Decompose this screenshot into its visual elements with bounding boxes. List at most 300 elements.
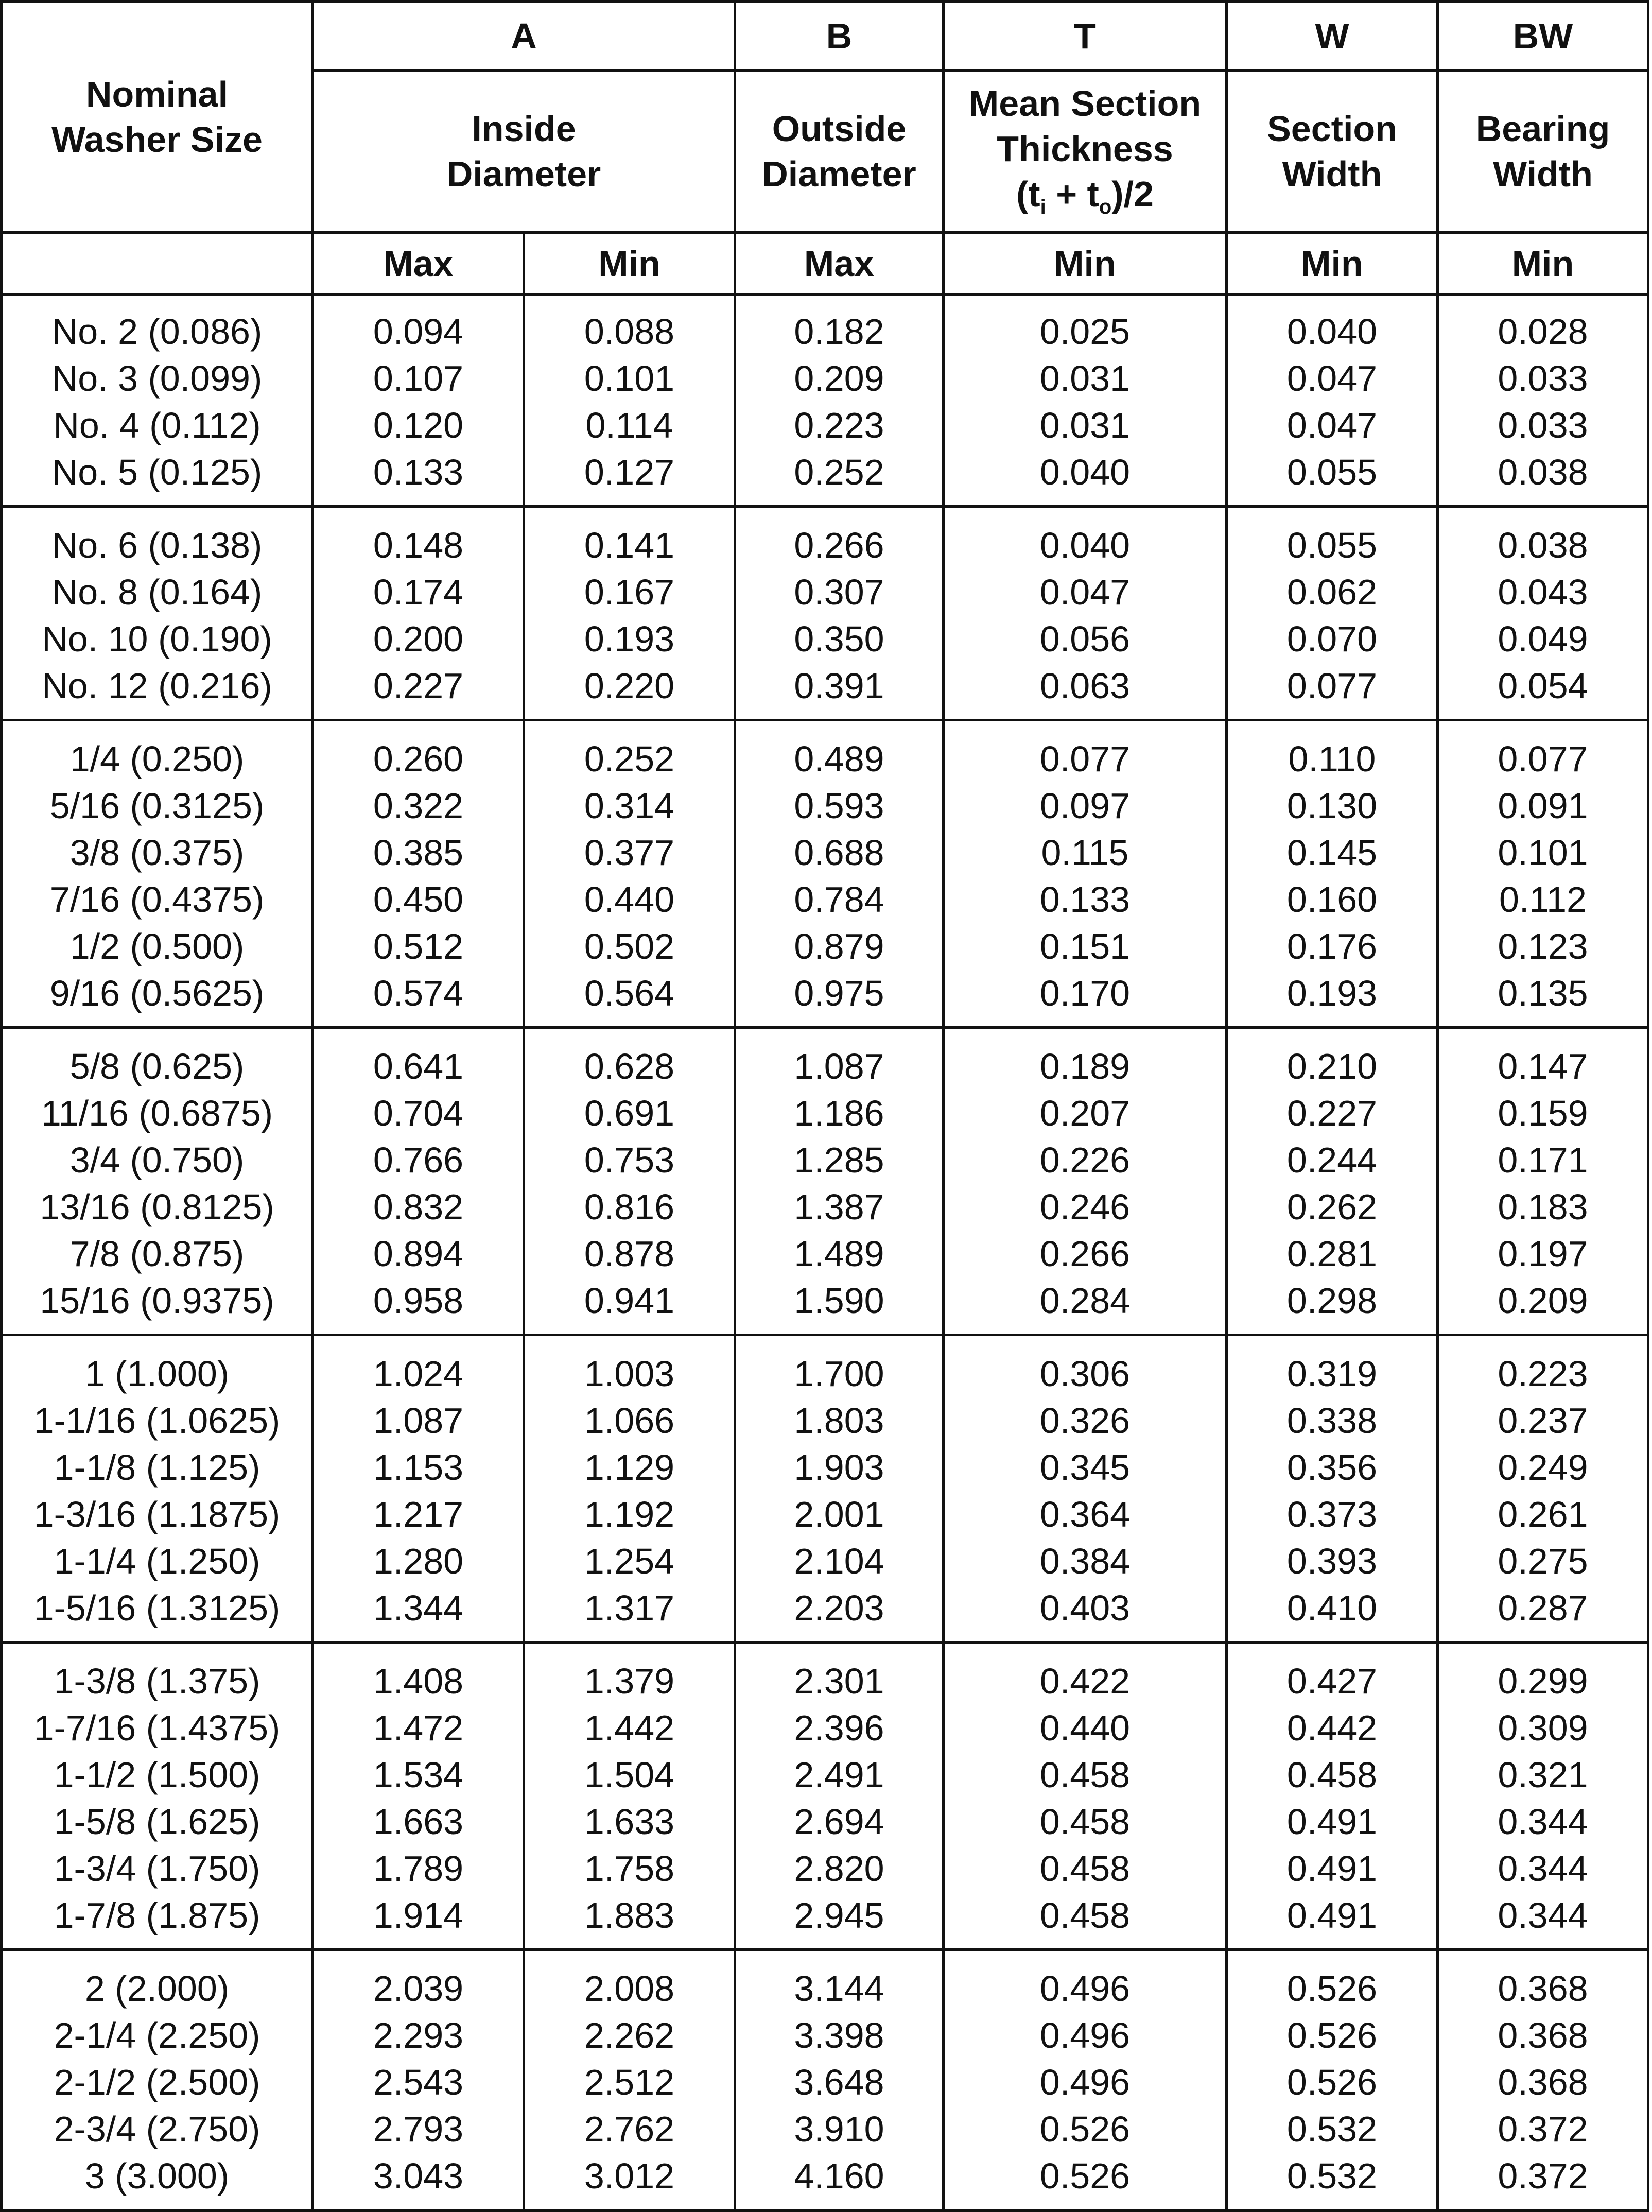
cell-outside-dia-max: 2.203 <box>794 1588 884 1628</box>
cell-inside-dia-max: 1.472 <box>373 1708 464 1748</box>
cell-inside-dia-max: 2.039 <box>373 1968 464 2009</box>
cell-bearing-width-min: 0.112 <box>1499 879 1587 920</box>
cell-bearing-width-min: 0.344 <box>1498 1895 1588 1936</box>
cell-section-width-min: 0.526 <box>1286 2062 1378 2102</box>
cell-inside-dia-max: 1.789 <box>373 1848 464 1889</box>
cell-nominal-size: 11/16 (0.6875) <box>41 1093 273 1133</box>
cell-inside-dia-max: 0.641 <box>373 1046 464 1086</box>
cell-inside-dia-min: 2.262 <box>584 2015 675 2055</box>
cell-bearing-width-min: 0.147 <box>1498 1046 1588 1086</box>
header-limit-a-min: Min <box>524 233 735 295</box>
cell-bearing-width-min: 0.038 <box>1498 452 1588 492</box>
cell-nominal-size: 2-1/2 (2.500) <box>54 2062 260 2102</box>
cell-mean-thickness-min: 0.384 <box>1039 1541 1131 1581</box>
cell-section-width-min: 0.532 <box>1286 2109 1378 2149</box>
cell-nominal-size: 2-1/4 (2.250) <box>54 2015 260 2055</box>
header-limit-blank <box>2 233 313 295</box>
cell-outside-dia-max: 1.590 <box>794 1281 884 1321</box>
cell-inside-dia-max: 0.227 <box>373 666 464 706</box>
size-group <box>2 1335 1648 1643</box>
column-inside-dia-min <box>524 1950 735 2211</box>
cell-bearing-width-min: 0.321 <box>1498 1755 1588 1795</box>
cell-inside-dia-min: 0.816 <box>584 1187 675 1227</box>
column-inside-dia-min <box>524 507 735 720</box>
cell-bearing-width-min: 0.033 <box>1498 358 1588 399</box>
cell-section-width-min: 0.491 <box>1286 1802 1378 1842</box>
cell-section-width-min: 0.062 <box>1286 572 1378 612</box>
column-outside-dia-max <box>735 1335 944 1643</box>
cell-outside-dia-max: 0.688 <box>794 833 884 873</box>
column-nominal-size <box>2 720 313 1028</box>
column-mean-thickness-min <box>944 295 1227 507</box>
cell-nominal-size: 1-7/16 (1.4375) <box>33 1708 281 1748</box>
column-inside-dia-max <box>313 295 524 507</box>
cell-outside-dia-max: 3.648 <box>794 2062 884 2102</box>
cell-mean-thickness-min: 0.266 <box>1039 1234 1131 1274</box>
cell-outside-dia-max: 0.593 <box>794 786 884 826</box>
cell-mean-thickness-min: 0.326 <box>1039 1401 1131 1441</box>
cell-inside-dia-min: 2.512 <box>584 2062 675 2102</box>
header-letter-w: W <box>1227 2 1438 71</box>
size-group-row <box>2 720 1648 1028</box>
cell-mean-thickness-min: 0.170 <box>1039 973 1131 1013</box>
column-section-width-min <box>1227 507 1438 720</box>
cell-outside-dia-max: 1.186 <box>794 1093 884 1133</box>
header-limit-t-min: Min <box>944 233 1227 295</box>
cell-inside-dia-max: 0.107 <box>373 358 464 399</box>
cell-mean-thickness-min: 0.496 <box>1039 2062 1131 2102</box>
column-section-width-min <box>1227 1335 1438 1643</box>
cell-inside-dia-max: 0.450 <box>373 879 464 920</box>
cell-inside-dia-min: 0.141 <box>584 525 675 565</box>
header-nominal-washer-size <box>2 2 313 233</box>
cell-nominal-size: No. 5 (0.125) <box>51 452 263 492</box>
column-inside-dia-min <box>524 1643 735 1950</box>
bearing-line1: Bearing <box>1475 109 1610 149</box>
cell-nominal-size: 1-1/16 (1.0625) <box>33 1401 281 1441</box>
cell-inside-dia-max: 0.094 <box>373 312 464 352</box>
cell-mean-thickness-min: 0.306 <box>1039 1354 1131 1394</box>
cell-inside-dia-max: 0.512 <box>373 926 464 966</box>
cell-section-width-min: 0.427 <box>1286 1661 1378 1701</box>
size-group-row <box>2 1335 1648 1643</box>
cell-inside-dia-max: 0.574 <box>373 973 464 1013</box>
column-mean-thickness-min <box>944 1950 1227 2211</box>
cell-section-width-min: 0.393 <box>1286 1541 1378 1581</box>
cell-inside-dia-max: 0.322 <box>373 786 464 826</box>
mean-formula-sub-i: i <box>1040 195 1046 218</box>
size-group <box>2 1950 1648 2211</box>
column-mean-thickness-min <box>944 720 1227 1028</box>
header-letter-bw: BW <box>1438 2 1648 71</box>
cell-mean-thickness-min: 0.189 <box>1039 1046 1131 1086</box>
size-group <box>2 1643 1648 1950</box>
cell-nominal-size: 3/4 (0.750) <box>69 1140 245 1180</box>
cell-inside-dia-max: 0.958 <box>373 1281 464 1321</box>
cell-inside-dia-min: 0.088 <box>584 312 675 352</box>
cell-nominal-size: No. 12 (0.216) <box>42 666 272 706</box>
cell-outside-dia-max: 0.209 <box>794 358 884 399</box>
cell-nominal-size: 3 (3.000) <box>84 2156 230 2196</box>
inside-line1: Inside <box>472 109 576 149</box>
cell-outside-dia-max: 3.910 <box>794 2109 884 2149</box>
cell-outside-dia-max: 0.307 <box>794 572 884 612</box>
cell-inside-dia-min: 0.167 <box>584 572 675 612</box>
cell-mean-thickness-min: 0.040 <box>1039 525 1131 565</box>
cell-outside-dia-max: 1.489 <box>794 1234 884 1274</box>
cell-inside-dia-max: 0.894 <box>373 1234 464 1274</box>
column-inside-dia-min <box>524 720 735 1028</box>
mean-formula <box>1016 174 1154 218</box>
cell-inside-dia-min: 1.317 <box>584 1588 675 1628</box>
cell-section-width-min: 0.319 <box>1286 1354 1378 1394</box>
size-group <box>2 720 1648 1028</box>
cell-inside-dia-min: 0.691 <box>584 1093 675 1133</box>
cell-mean-thickness-min: 0.226 <box>1039 1140 1131 1180</box>
cell-nominal-size: 9/16 (0.5625) <box>49 973 265 1013</box>
cell-nominal-size: 7/8 (0.875) <box>69 1234 245 1274</box>
cell-bearing-width-min: 0.183 <box>1498 1187 1588 1227</box>
column-inside-dia-max <box>313 1028 524 1335</box>
cell-nominal-size: 3/8 (0.375) <box>69 833 245 873</box>
inside-line2: Diameter <box>446 154 601 194</box>
cell-inside-dia-min: 0.127 <box>584 452 675 492</box>
section-line2: Width <box>1282 154 1382 194</box>
cell-inside-dia-min: 1.254 <box>584 1541 675 1581</box>
cell-bearing-width-min: 0.372 <box>1498 2109 1588 2149</box>
cell-mean-thickness-min: 0.031 <box>1039 358 1131 399</box>
column-inside-dia-max <box>313 720 524 1028</box>
cell-bearing-width-min: 0.049 <box>1498 619 1588 659</box>
cell-section-width-min: 0.227 <box>1286 1093 1378 1133</box>
cell-outside-dia-max: 0.223 <box>794 405 884 445</box>
cell-nominal-size: 1-3/8 (1.375) <box>54 1661 260 1701</box>
cell-nominal-size: 1-3/4 (1.750) <box>54 1848 260 1889</box>
cell-bearing-width-min: 0.033 <box>1498 405 1588 445</box>
column-outside-dia-max <box>735 1028 944 1335</box>
cell-inside-dia-max: 1.408 <box>373 1661 464 1701</box>
column-outside-dia-max <box>735 295 944 507</box>
cell-nominal-size: No. 2 (0.086) <box>51 312 263 352</box>
cell-mean-thickness-min: 0.526 <box>1039 2109 1131 2149</box>
cell-outside-dia-max: 0.391 <box>794 666 884 706</box>
cell-inside-dia-max: 1.087 <box>373 1401 464 1441</box>
cell-mean-thickness-min: 0.526 <box>1039 2156 1131 2196</box>
cell-mean-thickness-min: 0.047 <box>1039 572 1131 612</box>
cell-outside-dia-max: 1.087 <box>794 1046 884 1086</box>
cell-inside-dia-max: 1.153 <box>373 1447 464 1488</box>
cell-inside-dia-min: 0.377 <box>584 833 675 873</box>
cell-inside-dia-max: 0.704 <box>373 1093 464 1133</box>
cell-outside-dia-max: 1.803 <box>794 1401 884 1441</box>
cell-mean-thickness-min: 0.422 <box>1039 1661 1131 1701</box>
header-row-limits <box>2 233 1648 295</box>
table-header <box>2 2 1648 295</box>
cell-section-width-min: 0.526 <box>1286 1968 1378 2009</box>
cell-mean-thickness-min: 0.440 <box>1039 1708 1131 1748</box>
column-outside-dia-max <box>735 1643 944 1950</box>
header-mean-section-thickness <box>944 71 1227 233</box>
cell-mean-thickness-min: 0.496 <box>1039 2015 1131 2055</box>
cell-section-width-min: 0.055 <box>1286 452 1378 492</box>
cell-inside-dia-max: 0.766 <box>373 1140 464 1180</box>
column-inside-dia-min <box>524 1028 735 1335</box>
mean-formula-sub-o: o <box>1099 195 1112 218</box>
cell-section-width-min: 0.356 <box>1286 1447 1378 1488</box>
cell-nominal-size: 1-5/8 (1.625) <box>54 1802 260 1842</box>
cell-inside-dia-min: 0.502 <box>584 926 675 966</box>
cell-outside-dia-max: 0.489 <box>794 739 884 779</box>
cell-inside-dia-min: 1.379 <box>584 1661 675 1701</box>
cell-outside-dia-max: 2.301 <box>794 1661 884 1701</box>
cell-mean-thickness-min: 0.077 <box>1039 739 1131 779</box>
cell-nominal-size: 2 (2.000) <box>84 1968 230 2009</box>
cell-inside-dia-max: 1.914 <box>373 1895 464 1936</box>
cell-nominal-size: 7/16 (0.4375) <box>49 879 265 920</box>
column-bearing-width-min <box>1438 1643 1648 1950</box>
cell-inside-dia-min: 0.628 <box>584 1046 675 1086</box>
column-section-width-min <box>1227 1028 1438 1335</box>
cell-outside-dia-max: 3.144 <box>794 1968 884 2009</box>
cell-section-width-min: 0.458 <box>1286 1755 1378 1795</box>
cell-section-width-min: 0.526 <box>1286 2015 1378 2055</box>
cell-mean-thickness-min: 0.284 <box>1039 1281 1131 1321</box>
cell-section-width-min: 0.338 <box>1286 1401 1378 1441</box>
mean-line1: Mean Section <box>968 83 1202 124</box>
cell-inside-dia-max: 0.148 <box>373 525 464 565</box>
column-bearing-width-min <box>1438 1028 1648 1335</box>
cell-bearing-width-min: 0.287 <box>1498 1588 1588 1628</box>
column-bearing-width-min <box>1438 720 1648 1028</box>
cell-inside-dia-min: 0.114 <box>585 405 673 445</box>
cell-mean-thickness-min: 0.458 <box>1039 1755 1131 1795</box>
column-section-width-min <box>1227 1643 1438 1950</box>
cell-nominal-size: 2-3/4 (2.750) <box>54 2109 260 2149</box>
cell-outside-dia-max: 0.975 <box>794 973 884 1013</box>
header-letter-t: T <box>944 2 1227 71</box>
cell-inside-dia-min: 1.066 <box>584 1401 675 1441</box>
cell-bearing-width-min: 0.123 <box>1498 926 1588 966</box>
cell-bearing-width-min: 0.368 <box>1498 1968 1588 2009</box>
size-group <box>2 507 1648 720</box>
column-outside-dia-max <box>735 1950 944 2211</box>
cell-outside-dia-max: 2.945 <box>794 1895 884 1936</box>
cell-mean-thickness-min: 0.031 <box>1039 405 1131 445</box>
cell-inside-dia-max: 0.133 <box>373 452 464 492</box>
cell-section-width-min: 0.532 <box>1286 2156 1378 2196</box>
cell-inside-dia-min: 0.252 <box>584 739 675 779</box>
cell-inside-dia-min: 1.442 <box>584 1708 675 1748</box>
cell-mean-thickness-min: 0.063 <box>1039 666 1131 706</box>
cell-section-width-min: 0.210 <box>1286 1046 1378 1086</box>
cell-section-width-min: 0.040 <box>1286 312 1378 352</box>
header-letter-a: A <box>313 2 735 71</box>
column-nominal-size <box>2 507 313 720</box>
cell-nominal-size: No. 10 (0.190) <box>42 619 272 659</box>
column-nominal-size <box>2 1335 313 1643</box>
cell-inside-dia-max: 2.793 <box>373 2109 464 2149</box>
cell-nominal-size: 1-1/2 (1.500) <box>54 1755 260 1795</box>
cell-bearing-width-min: 0.249 <box>1498 1447 1588 1488</box>
column-nominal-size <box>2 1950 313 2211</box>
cell-outside-dia-max: 1.285 <box>794 1140 884 1180</box>
column-inside-dia-max <box>313 1335 524 1643</box>
cell-inside-dia-min: 0.878 <box>584 1234 675 1274</box>
cell-nominal-size: 5/8 (0.625) <box>69 1046 245 1086</box>
cell-nominal-size: 13/16 (0.8125) <box>40 1187 274 1227</box>
cell-nominal-size: 1-1/8 (1.125) <box>54 1447 260 1488</box>
cell-bearing-width-min: 0.344 <box>1498 1848 1588 1889</box>
header-limit-bw-min: Min <box>1438 233 1648 295</box>
column-section-width-min <box>1227 720 1438 1028</box>
cell-inside-dia-min: 1.883 <box>584 1895 675 1936</box>
header-bearing-width <box>1438 71 1648 233</box>
column-inside-dia-max <box>313 507 524 720</box>
header-section-width <box>1227 71 1438 233</box>
cell-nominal-size: 1/4 (0.250) <box>69 739 245 779</box>
cell-inside-dia-max: 0.174 <box>373 572 464 612</box>
column-outside-dia-max <box>735 507 944 720</box>
cell-section-width-min: 0.145 <box>1286 833 1378 873</box>
cell-section-width-min: 0.160 <box>1286 879 1378 920</box>
header-limit-b-max: Max <box>735 233 944 295</box>
cell-inside-dia-min: 1.192 <box>584 1494 675 1534</box>
size-group-row <box>2 507 1648 720</box>
cell-bearing-width-min: 0.077 <box>1498 739 1588 779</box>
cell-section-width-min: 0.176 <box>1286 926 1378 966</box>
column-mean-thickness-min <box>944 1643 1227 1950</box>
column-nominal-size <box>2 1028 313 1335</box>
header-limit-a-max: Max <box>313 233 524 295</box>
cell-inside-dia-max: 0.120 <box>373 405 464 445</box>
cell-section-width-min: 0.442 <box>1286 1708 1378 1748</box>
cell-bearing-width-min: 0.309 <box>1498 1708 1588 1748</box>
cell-inside-dia-max: 1.534 <box>373 1755 464 1795</box>
cell-mean-thickness-min: 0.133 <box>1039 879 1131 920</box>
cell-nominal-size: 1-5/16 (1.3125) <box>33 1588 281 1628</box>
cell-nominal-size: No. 3 (0.099) <box>51 358 263 399</box>
cell-outside-dia-max: 2.694 <box>794 1802 884 1842</box>
cell-section-width-min: 0.193 <box>1286 973 1378 1013</box>
cell-bearing-width-min: 0.054 <box>1498 666 1588 706</box>
cell-mean-thickness-min: 0.403 <box>1039 1588 1131 1628</box>
cell-inside-dia-min: 0.440 <box>584 879 675 920</box>
cell-inside-dia-min: 2.008 <box>584 1968 675 2009</box>
cell-outside-dia-max: 0.879 <box>794 926 884 966</box>
column-mean-thickness-min <box>944 1028 1227 1335</box>
cell-inside-dia-max: 0.200 <box>373 619 464 659</box>
cell-outside-dia-max: 2.396 <box>794 1708 884 1748</box>
cell-nominal-size: 1 (1.000) <box>84 1354 230 1394</box>
cell-bearing-width-min: 0.038 <box>1498 525 1588 565</box>
cell-mean-thickness-min: 0.458 <box>1039 1848 1131 1889</box>
header-row-letters <box>2 2 1648 71</box>
column-mean-thickness-min <box>944 507 1227 720</box>
cell-section-width-min: 0.070 <box>1286 619 1378 659</box>
outside-line1: Outside <box>772 109 907 149</box>
header-letter-b: B <box>735 2 944 71</box>
cell-section-width-min: 0.047 <box>1286 358 1378 399</box>
cell-inside-dia-max: 3.043 <box>373 2156 464 2196</box>
column-bearing-width-min <box>1438 507 1648 720</box>
cell-bearing-width-min: 0.368 <box>1498 2015 1588 2055</box>
cell-inside-dia-min: 0.101 <box>584 358 675 399</box>
cell-nominal-size: 1/2 (0.500) <box>69 926 245 966</box>
cell-inside-dia-min: 2.762 <box>584 2109 675 2149</box>
cell-bearing-width-min: 0.135 <box>1498 973 1588 1013</box>
cell-bearing-width-min: 0.043 <box>1498 572 1588 612</box>
cell-bearing-width-min: 0.171 <box>1498 1140 1588 1180</box>
column-inside-dia-max <box>313 1950 524 2211</box>
cell-section-width-min: 0.373 <box>1286 1494 1378 1534</box>
column-mean-thickness-min <box>944 1335 1227 1643</box>
column-section-width-min <box>1227 295 1438 507</box>
cell-bearing-width-min: 0.344 <box>1498 1802 1588 1842</box>
cell-inside-dia-min: 0.220 <box>584 666 675 706</box>
cell-mean-thickness-min: 0.207 <box>1039 1093 1131 1133</box>
cell-nominal-size: No. 4 (0.112) <box>53 405 261 445</box>
cell-section-width-min: 0.298 <box>1286 1281 1378 1321</box>
cell-nominal-size: No. 6 (0.138) <box>51 525 263 565</box>
cell-inside-dia-max: 0.385 <box>373 833 464 873</box>
column-outside-dia-max <box>735 720 944 1028</box>
cell-nominal-size: 5/16 (0.3125) <box>49 786 265 826</box>
cell-section-width-min: 0.130 <box>1286 786 1378 826</box>
cell-inside-dia-max: 1.344 <box>373 1588 464 1628</box>
cell-mean-thickness-min: 0.345 <box>1039 1447 1131 1488</box>
cell-mean-thickness-min: 0.040 <box>1039 452 1131 492</box>
mean-formula-close: )/2 <box>1111 174 1154 214</box>
cell-mean-thickness-min: 0.115 <box>1041 833 1129 873</box>
column-bearing-width-min <box>1438 295 1648 507</box>
cell-inside-dia-min: 1.129 <box>584 1447 675 1488</box>
size-group <box>2 1028 1648 1335</box>
cell-outside-dia-max: 3.398 <box>794 2015 884 2055</box>
column-bearing-width-min <box>1438 1335 1648 1643</box>
cell-mean-thickness-min: 0.458 <box>1039 1895 1131 1936</box>
size-group-row <box>2 295 1648 507</box>
cell-outside-dia-max: 2.820 <box>794 1848 884 1889</box>
cell-inside-dia-max: 0.832 <box>373 1187 464 1227</box>
cell-inside-dia-min: 3.012 <box>584 2156 675 2196</box>
cell-bearing-width-min: 0.091 <box>1498 786 1588 826</box>
cell-inside-dia-max: 1.217 <box>373 1494 464 1534</box>
cell-section-width-min: 0.491 <box>1286 1848 1378 1889</box>
outside-line2: Diameter <box>762 154 916 194</box>
header-inside-diameter <box>313 71 735 233</box>
cell-outside-dia-max: 0.784 <box>794 879 884 920</box>
cell-inside-dia-min: 0.564 <box>584 973 675 1013</box>
cell-nominal-size: 1-3/16 (1.1875) <box>33 1494 281 1534</box>
cell-outside-dia-max: 0.350 <box>794 619 884 659</box>
cell-inside-dia-min: 0.193 <box>584 619 675 659</box>
cell-bearing-width-min: 0.028 <box>1498 312 1588 352</box>
mean-formula-plus: + t <box>1046 174 1099 214</box>
column-bearing-width-min <box>1438 1950 1648 2211</box>
cell-inside-dia-max: 1.024 <box>373 1354 464 1394</box>
cell-section-width-min: 0.262 <box>1286 1187 1378 1227</box>
cell-outside-dia-max: 0.182 <box>794 312 884 352</box>
cell-inside-dia-min: 1.504 <box>584 1755 675 1795</box>
cell-bearing-width-min: 0.372 <box>1498 2156 1588 2196</box>
bearing-line2: Width <box>1493 154 1593 194</box>
nominal-line2: Washer Size <box>51 119 263 160</box>
header-outside-diameter <box>735 71 944 233</box>
cell-bearing-width-min: 0.209 <box>1498 1281 1588 1321</box>
cell-mean-thickness-min: 0.097 <box>1039 786 1131 826</box>
cell-mean-thickness-min: 0.496 <box>1039 1968 1131 2009</box>
cell-inside-dia-min: 0.941 <box>584 1281 675 1321</box>
